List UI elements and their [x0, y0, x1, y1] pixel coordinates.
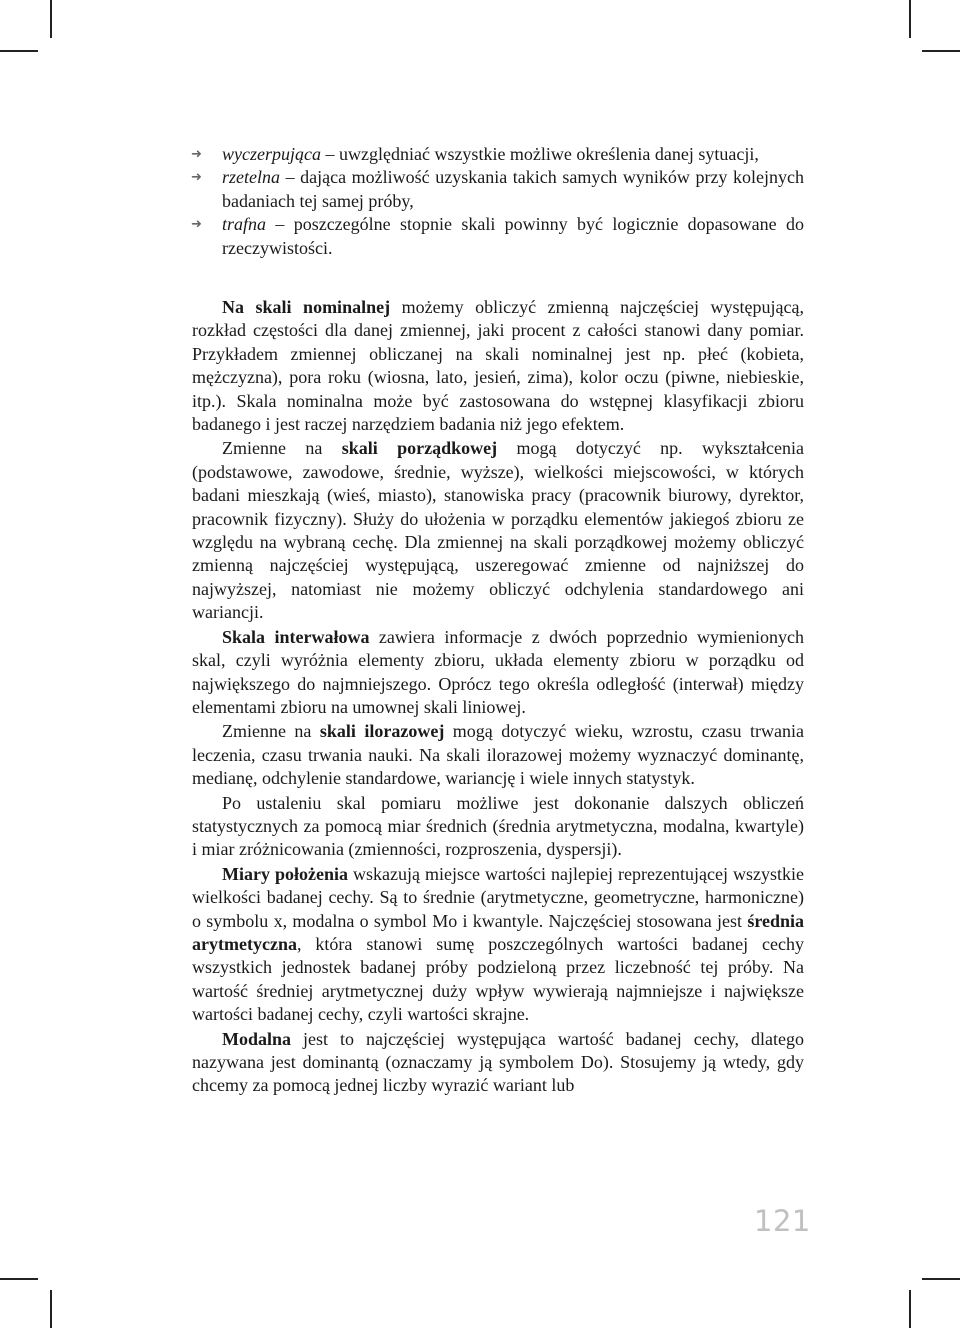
paragraph-text: możemy obliczyć zmienną najczęściej występującą, rozkład częstości dla danej zmiennej, jaki procent z całości stanowi dany pomiar. Przykładem zmiennej obliczanej na skali nominalnej jest np. płeć (kobieta, mężczyzna), pora roku (wiosna, lato, jesień, zima), kolor oczu (piwne, niebieskie, itp.). Skala nominalna może być zastosowana do wstępnej klasyfikacji zbioru badanego i jest raczej narzędziem badania niż jego efektem.: [192, 297, 805, 435]
crop-mark: [922, 1278, 960, 1280]
bold-term: Skala interwałowa: [222, 626, 370, 647]
bold-term: skali ilorazowej: [319, 721, 445, 742]
crop-mark: [50, 0, 52, 38]
bold-term: skali porządkowej: [341, 438, 498, 459]
item-text: – dająca możliwość uzyskania takich samych wyników przy kolejnych badaniach tej samej próby,: [222, 167, 804, 211]
body-text: [192, 296, 804, 1098]
crop-mark: [0, 1278, 38, 1280]
paragraph-text: jest to najczęściej występująca wartość badanej cechy, dlatego nazywana jest dominantą (oznaczamy ją symbolem Do). Stosujemy ją wtedy, gdy chcemy za pomocą jednej liczby wyrazić wariant lub: [192, 1028, 804, 1096]
paragraph-interval: [192, 626, 804, 720]
crop-mark: [922, 50, 960, 52]
paragraph-text: zawiera informacje z dwóch poprzednio wymienionych skal, czyli wyróżnia elementy zbioru, układa elementy zbioru w porządku od największego do najmniejszego. Oprócz tego określa odległość (interwał) między elementami zbioru na umownej skali liniowej.: [192, 626, 805, 717]
paragraph-text: , która stanowi sumę poszczególnych wartości badanej cechy wszystkich jednostek badanej próby podzieloną przez liczebność tej próby. Na wartość średniej arytmetycznej duży wpływ wywierają najmniejsze i największe wartości badanej cechy, czyli wartości skrajne.: [192, 933, 804, 1025]
item-text: – poszczególne stopnie skali powinny być logicznie dopasowane do rzeczywistości.: [222, 214, 804, 258]
item-text: – uwzględniać wszystkie możliwe określenia danej sytuacji,: [320, 144, 759, 164]
page-number: 121: [754, 1204, 811, 1238]
paragraph-nominal: [192, 296, 804, 436]
paragraph-calculations: [192, 792, 804, 862]
arrow-icon: ➜: [191, 217, 202, 233]
arrow-icon: ➜: [191, 147, 202, 162]
paragraph-text: mogą dotyczyć np. wykształcenia (podstawowe, zawodowe, średnie, wyższe), wielkości miejscowości, w których badani mieszkają (wieś, miasto), stanowiska pracy (pracownik biurowy, dyrektor, pracownik fizyczny). Służy do ułożenia w porządku elementów jakiegoś zbioru ze względu na wybraną cechę. Dla zmiennej na skali porządkowej możemy obliczyć zmienną najczęściej występującą, uszeregować zmienne od najniższej do najwyższej, natomiast nie możemy obliczyć odchylenia standardowego ani wariancji.: [192, 438, 805, 623]
paragraph-text: wskazują miejsce wartości najlepiej reprezentującej wszystkie wielkości badanej cechy. Są to średnie (arytmetyczne, geometryczne, harmoniczne) o symbolu x, modalna o symbol Mo i kwantyle. Najczęściej stosowana jest: [192, 863, 804, 931]
bold-term: Miary położenia: [222, 863, 349, 884]
term: rzetelna: [222, 167, 280, 188]
paragraph-ordinal: [192, 437, 804, 624]
paragraph-text: mogą dotyczyć wieku, wzrostu, czasu trwania leczenia, czasu trwania nauki. Na skali ilorazowej możemy wyznaczyć dominantę, medianę, odchylenie standardowe, wariancję i wiele innych statystyk.: [192, 721, 804, 789]
term: wyczerpująca: [222, 144, 321, 164]
bold-term: średnia arytmetyczna: [192, 910, 804, 954]
crop-mark: [909, 0, 911, 38]
list-item: [192, 213, 804, 260]
arrow-icon: ➜: [191, 170, 202, 186]
paragraph-location-measures: [192, 863, 804, 1027]
bullet-list: [192, 143, 804, 260]
bold-term: Na skali nominalnej: [222, 297, 391, 317]
paragraph-text: Po ustaleniu skal pomiaru możliwe jest dokonanie dalszych obliczeń statystycznych za pomocą miar średnich (średnia arytmetyczna, modalna, kwartyle) i miar zróżnicowania (zmienności, rozproszenia, dyspersji).: [192, 792, 804, 860]
crop-mark: [909, 1290, 911, 1328]
paragraph-mode: [192, 1028, 804, 1098]
list-item: [192, 143, 804, 166]
bold-term: Modalna: [222, 1028, 292, 1049]
term: trafna: [222, 214, 267, 235]
paragraph-text: Zmienne na: [222, 721, 320, 742]
paragraph-ratio: [192, 720, 804, 790]
paragraph-text: Zmienne na: [222, 438, 342, 459]
crop-mark: [0, 50, 38, 52]
list-item: [192, 166, 804, 213]
crop-mark: [50, 1290, 52, 1328]
